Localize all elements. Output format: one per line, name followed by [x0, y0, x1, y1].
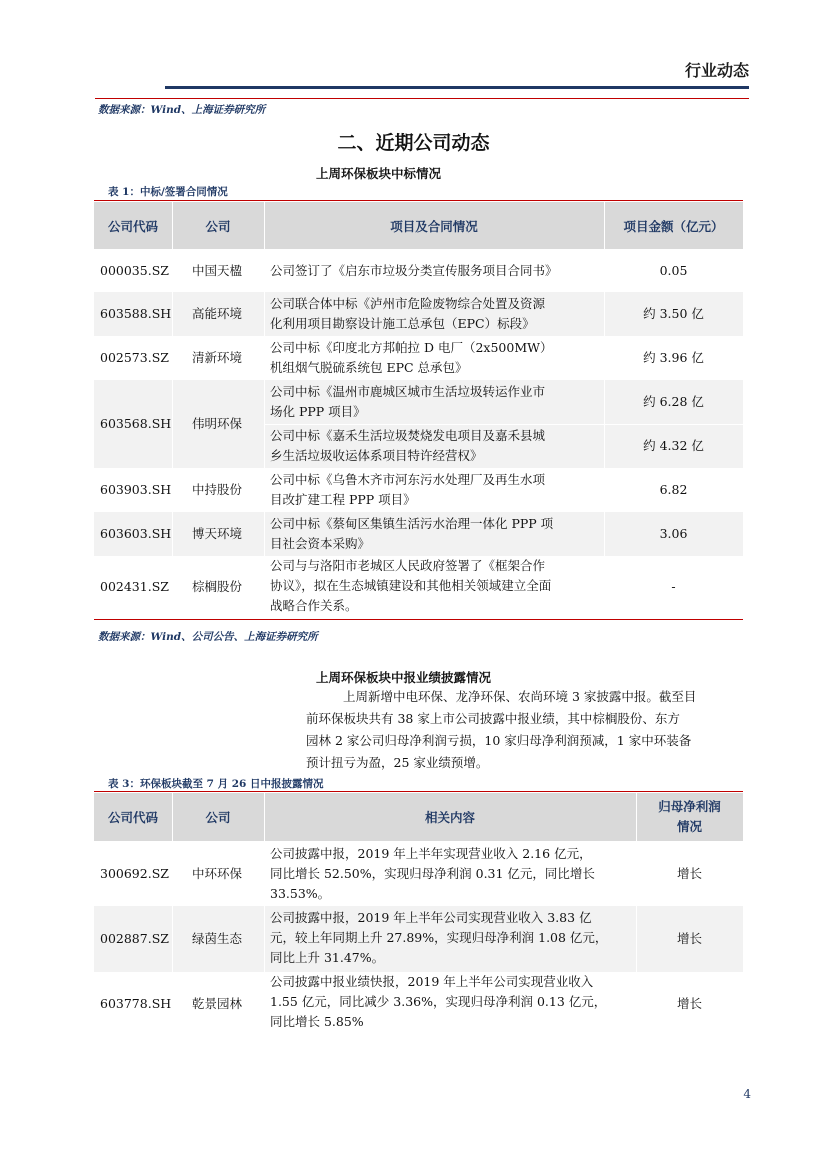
table1-subhead: 上周环保板块中标情况	[316, 166, 442, 181]
table-row	[94, 556, 743, 618]
cell-status: 增长	[676, 866, 702, 881]
column-divider	[172, 793, 173, 1036]
column-divider	[264, 202, 265, 618]
cell-company: 中环环保	[192, 866, 243, 881]
header-title: 行业动态	[684, 61, 749, 80]
table-row	[94, 250, 743, 292]
column-divider	[604, 202, 605, 618]
cell-code: 603603.SH	[100, 526, 172, 541]
cell-project: 公司与与洛阳市老城区人民政府签署了《框架合作 协议》，拟在生态城镇建设和其他相关领域建立全面 战略合作关系。	[270, 558, 552, 613]
header-project: 项目及合同情况	[390, 218, 478, 234]
cell-company: 清新环境	[192, 350, 243, 365]
table-header-row	[94, 793, 743, 841]
header-company: 公司	[205, 218, 231, 234]
cell-company: 棕榈股份	[192, 579, 243, 594]
cell-company: 伟明环保	[192, 416, 243, 431]
cell-project: 公司中标《温州市鹿城区城市生活垃圾转运作业市 场化 PPP 项目》	[270, 384, 546, 419]
section-title: 二、近期公司动态	[337, 132, 490, 154]
column-divider	[264, 793, 265, 1036]
table-top-rule	[94, 791, 743, 792]
table-row	[94, 972, 743, 1036]
cell-amount: 约 6.28 亿	[643, 394, 704, 409]
disclosure-subhead: 上周环保板块中报业绩披露情况	[316, 670, 492, 685]
cell-code: 002573.SZ	[100, 350, 169, 365]
cell-amount: 0.05	[659, 263, 688, 278]
cell-amount: 约 3.96 亿	[643, 350, 704, 365]
cell-status: 增长	[676, 996, 702, 1011]
cell-project: 公司中标《印度北方邦帕拉 D 电厂（2x500MW） 机组烟气脱硫系统包 EPC 总承包》	[270, 340, 553, 375]
table-row	[94, 292, 743, 336]
header-divider-blue	[165, 86, 749, 89]
header-amount: 项目金额（亿元）	[623, 218, 724, 234]
table-row	[94, 336, 743, 380]
cell-amount-2: 约 4.32 亿	[643, 438, 704, 453]
table-row	[94, 512, 743, 556]
cell-company: 绿茵生态	[192, 931, 243, 946]
cell-code: 002887.SZ	[100, 931, 169, 946]
header-profit-status: 归母净利润 情况	[658, 799, 721, 834]
table-top-rule	[94, 200, 743, 201]
cell-company: 高能环境	[192, 306, 243, 321]
cell-code: 603778.SH	[100, 996, 172, 1011]
cell-project: 公司中标《乌鲁木齐市河东污水处理厂及再生水项 目改扩建工程 PPP 项目》	[270, 472, 546, 507]
cell-code: 002431.SZ	[100, 579, 169, 594]
table-header-row	[94, 202, 743, 249]
header-code: 公司代码	[107, 810, 158, 825]
cell-content: 公司披露中报业绩快报，2019 年上半年公司实现营业收入 1.55 亿元，同比减少 3.36%，实现归母净利润 0.13 亿元， 同比增长 5.85%	[270, 974, 607, 1029]
cell-code: 603903.SH	[100, 482, 172, 497]
cell-project-2: 公司中标《嘉禾生活垃圾焚烧发电项目及嘉禾县城 乡生活垃圾收运体系项目特许经营权》	[270, 428, 546, 463]
cell-status: 增长	[676, 931, 702, 946]
cell-code: 603588.SH	[100, 306, 172, 321]
cell-code: 000035.SZ	[100, 263, 169, 278]
disclosure-table	[94, 791, 743, 1041]
cell-amount: -	[671, 579, 676, 594]
table-row	[94, 468, 743, 512]
cell-amount: 约 3.50 亿	[643, 306, 704, 321]
column-divider	[172, 202, 173, 618]
table1-caption: 表 1：中标/签署合同情况	[108, 186, 228, 198]
header-company: 公司	[205, 810, 231, 825]
disclosure-paragraph: 上周新增中电环保、龙净环保、农尚环境 3 家披露中报。截至目 前环保板块共有 38 家上市公司披露中报业绩，其中棕榈股份、东方 园林 2 家公司归母净利润亏损，10 家归母净利润预减，1 家中环装备 预计扭亏为盈，25 家业绩预增。	[306, 689, 697, 770]
contract-table	[94, 200, 743, 620]
table-row	[94, 380, 743, 468]
cell-company: 乾景园林	[192, 996, 243, 1011]
cell-company: 博天环境	[192, 526, 243, 541]
cell-project: 公司签订了《启东市垃圾分类宣传服务项目合同书》	[270, 263, 558, 278]
cell-code: 300692.SZ	[100, 866, 169, 881]
page-number: 4	[743, 1087, 751, 1101]
cell-company: 中国天楹	[192, 263, 243, 278]
table-bottom-rule	[94, 619, 743, 620]
data-source-top: 数据来源：Wind、上海证券研究所	[98, 104, 266, 116]
cell-project: 公司中标《蔡甸区集镇生活污水治理一体化 PPP 项 目社会资本采购》	[270, 516, 554, 551]
cell-amount: 6.82	[659, 482, 688, 497]
column-divider	[636, 793, 637, 1036]
data-source-table1: 数据来源：Wind、公司公告、上海证券研究所	[98, 631, 318, 643]
table-row	[94, 906, 743, 972]
cell-company: 中持股份	[192, 482, 243, 497]
cell-project: 公司联合体中标《泸州市危险废物综合处置及资源 化利用项目勘察设计施工总承包（EPC）标段》	[270, 296, 546, 331]
cell-code: 603568.SH	[100, 416, 172, 431]
table-row	[94, 842, 743, 906]
table3-caption: 表 3：环保板块截至 7 月 26 日中报披露情况	[108, 778, 324, 790]
cell-content: 公司披露中报，2019 年上半年公司实现营业收入 3.83 亿 元，较上年同期上升 27.89%，实现归母净利润 1.08 亿元， 同比上升 31.47%。	[270, 910, 608, 965]
cell-amount: 3.06	[659, 526, 688, 541]
header-code: 公司代码	[107, 218, 158, 234]
header-divider-red	[95, 98, 749, 99]
cell-content: 公司披露中报，2019 年上半年实现营业收入 2.16 亿元， 同比增长 52.50%，实现归母净利润 0.31 亿元，同比增长 33.53%。	[270, 846, 595, 901]
header-content: 相关内容	[424, 810, 475, 825]
